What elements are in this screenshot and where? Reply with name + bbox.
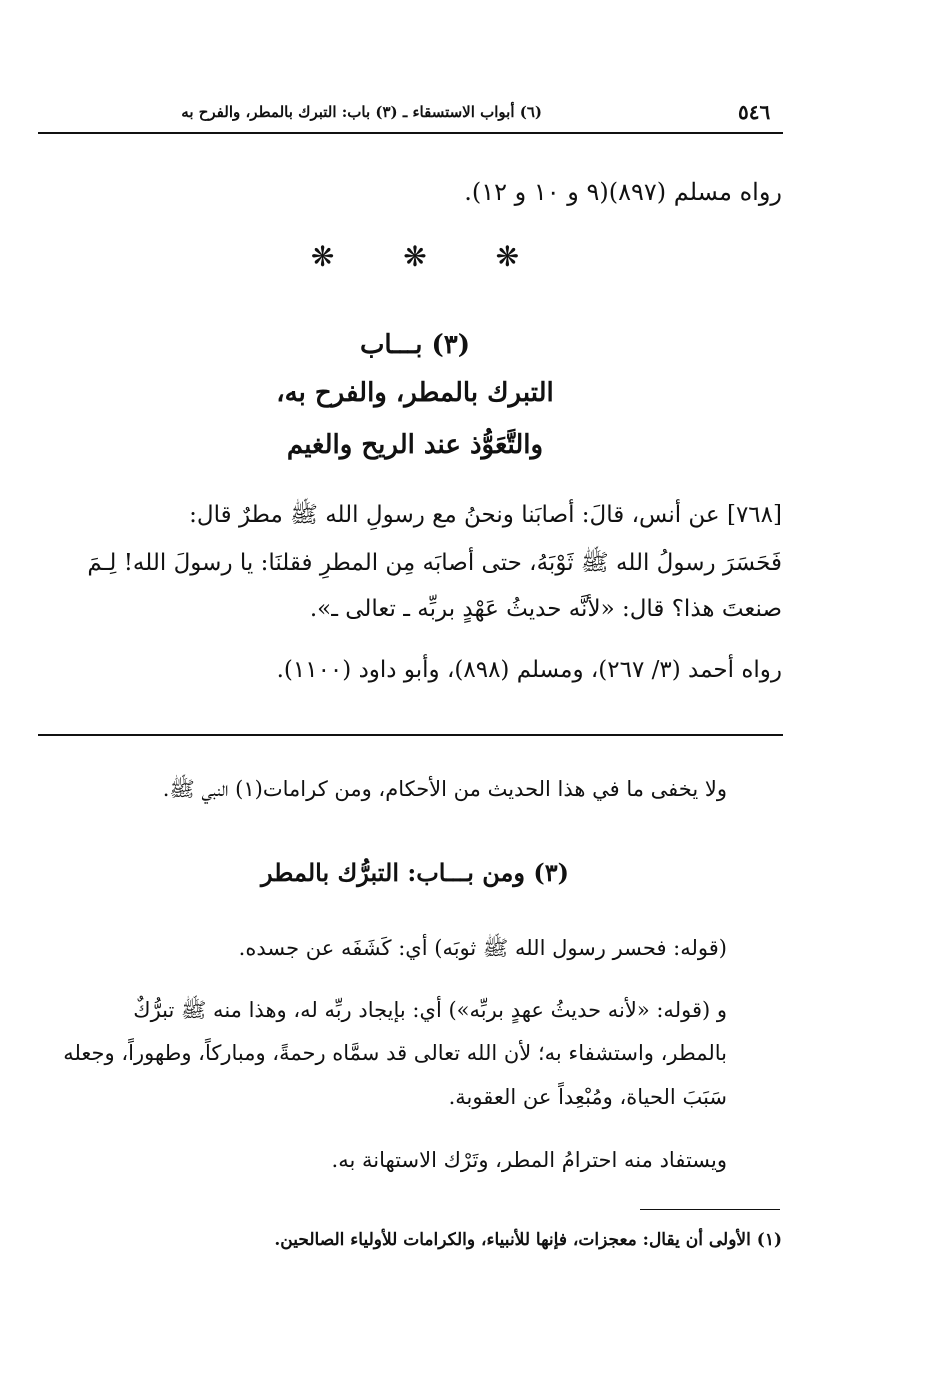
running-header: (٦) أبواب الاستسقاء ـ (٣) باب: التبرك بالمطر، والفرح به — [181, 103, 542, 121]
page-number: ٥٤٦ — [738, 100, 771, 124]
star-ornament-icon: ❋ — [403, 240, 427, 273]
commentary-para1: (قوله: فحسر رسول الله ﷺ ثوبَه) أي: كَشَفَه عن جسده. — [238, 936, 727, 960]
star-ornament-icon: ❋ — [310, 240, 335, 273]
hadith-line3: صنعتَ هذا؟ قال: «لأنَّه حديثُ عَهْدٍ بربِّه ـ تعالى ـ». — [309, 596, 782, 622]
section-separator — [0, 240, 830, 273]
star-ornament-icon: ❋ — [495, 240, 520, 273]
commentary-para2-line1: و (قوله: «لأنه حديثُ عهدٍ بربِّه») أي: بإيجاد ربِّه له، وهذا منه ﷺ تبرُّكٌ — [133, 998, 727, 1022]
commentary-para3: ويستفاد منه احترامُ المطر، وتَرْك الاستهانة به. — [331, 1148, 727, 1172]
hadith-line2: فَحَسَرَ رسولُ الله ﷺ ثَوْبَهُ، حتى أصابَه مِن المطرِ فقلنَا: يا رسولَ الله! لِـمَ — [87, 550, 782, 576]
commentary-subheading: (٣) ومن بـــاب: التبرُّك بالمطر — [261, 858, 569, 887]
commentary-para2-line3: سَبَبَ الحياة، ومُبْعِداً عن العقوبة. — [448, 1085, 727, 1109]
chapter-title-line1: التبرك بالمطر، والفرح به، — [276, 378, 554, 408]
commentary-intro: ولا يخفى ما في هذا الحديث من الأحكام، ومن كرامات(١) النبي ﷺ. — [162, 777, 727, 801]
footnote: (١) الأولى أن يقال: معجزات، فإنها للأنبياء، والكرامات للأولياء الصالحين. — [274, 1230, 782, 1250]
chapter-number: (٣) بـــاب — [359, 330, 471, 360]
previous-narration: رواه مسلم (٨٩٧)(٩ و ١٠ و ١٢). — [464, 178, 782, 206]
hadith-narration: رواه أحمد (٣/ ٢٦٧)، ومسلم (٨٩٨)، وأبو داود (١١٠٠). — [276, 657, 782, 683]
chapter-title-line2: والتَّعَوُّذ عند الريح والغيم — [286, 430, 544, 460]
footnote-rule — [640, 1209, 780, 1210]
hadith-line1: [٧٦٨] عن أنس، قالَ: أصابَنا ونحنُ مع رسولِ الله ﷺ مطرٌ قال: — [189, 502, 782, 528]
commentary-rule — [38, 734, 783, 736]
commentary-para2-line2: بالمطر، واستشفاء به؛ لأن الله تعالى قد سمَّاه رحمةً، ومباركاً، وطهوراً، وجعله — [63, 1041, 727, 1065]
header-rule — [38, 132, 783, 134]
